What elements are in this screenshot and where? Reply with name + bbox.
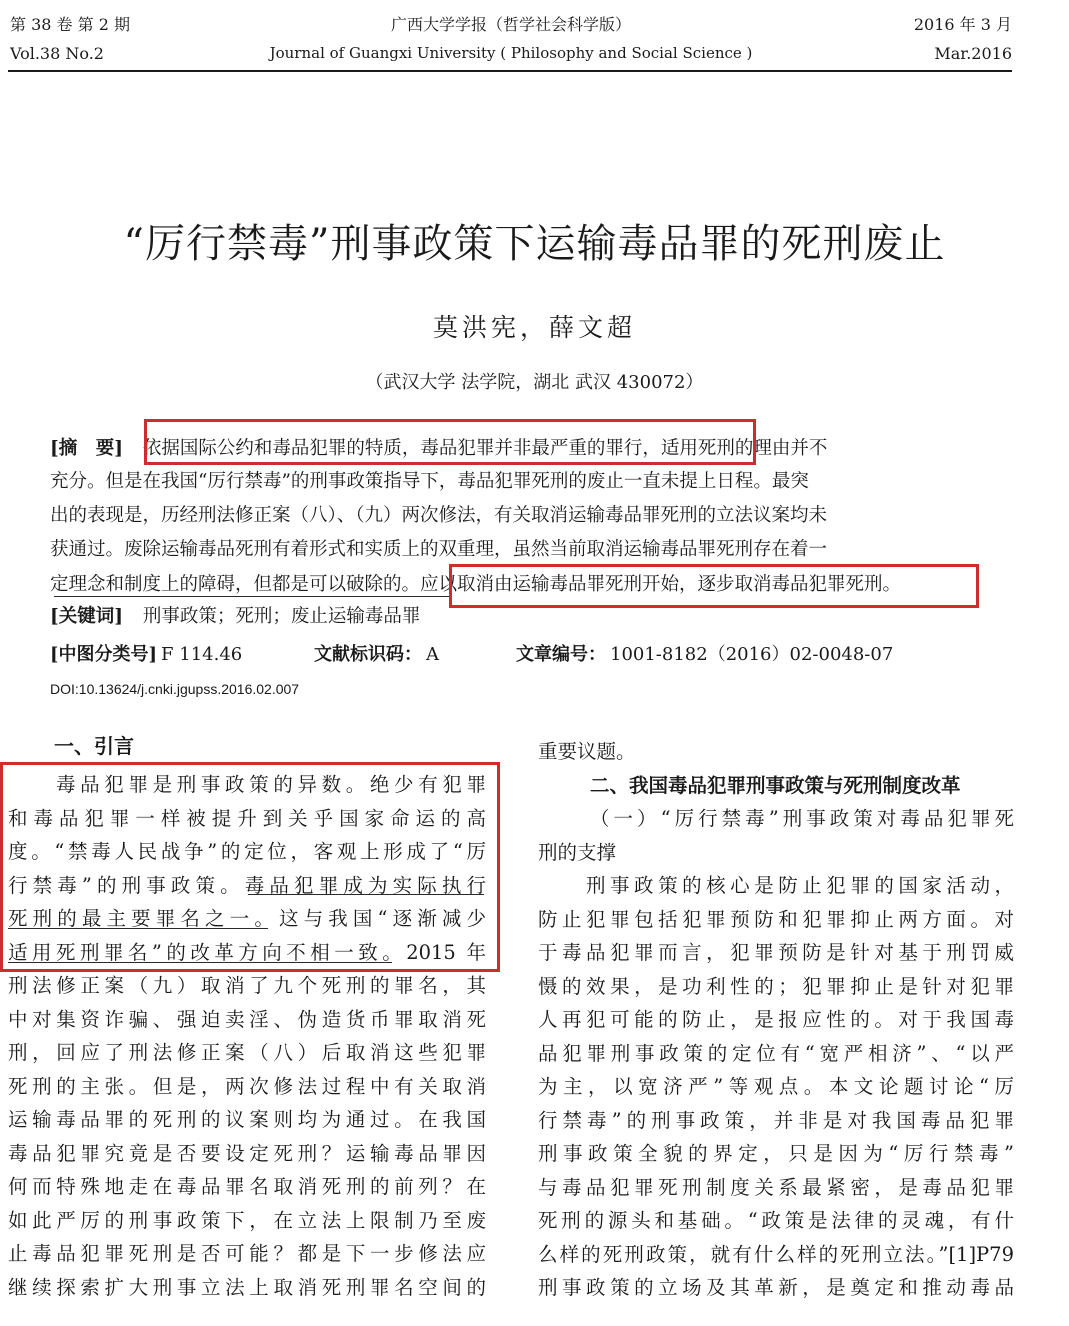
journal-name: 广西大学学报（哲学社会科学版）	[390, 15, 631, 34]
subsection-heading-1: （一）“厉行禁毒”刑事政策对毒品犯罪死	[590, 807, 1014, 830]
left-line: 和毒品犯罪一样被提升到关乎国家命运的高	[8, 806, 486, 830]
left-line: 死刑的主张。但是，两次修法过程中有关取消	[8, 1074, 486, 1098]
abstract-line-4: 获通过。废除运输毒品死刑有着形式和实质上的双重理，虽然当前取消运输毒品罪死刑存在着一	[50, 539, 828, 560]
doc-code-label: 文献标识码：	[314, 644, 422, 665]
right-line: 重要议题。	[538, 740, 636, 763]
clc-code: F 114.46	[161, 644, 243, 665]
intro-underline-3	[8, 962, 392, 963]
left-line: 死刑的最主要罪名之一。这与我国“逐渐减少	[8, 907, 486, 930]
abstract-line-5: 定理念和制度上的障碍，但都是可以破除的。应以取消由运输毒品罪死刑开始，逐步取消毒品犯罪死刑。	[50, 574, 902, 595]
author-affiliation: （武汉大学 法学院，湖北 武汉 430072）	[365, 372, 704, 393]
left-line: 行禁毒”的刑事政策。毒品犯罪成为实际执行	[8, 873, 486, 897]
intro-underline-2	[8, 928, 268, 929]
intro-underline-1	[248, 894, 484, 895]
left-line: 毒品犯罪究竟是否要设定死刑？运输毒品罪因	[8, 1141, 486, 1165]
journal-volume-en: Vol.38 No.2	[10, 44, 104, 63]
right-line: 么样的死刑政策，就有什么样的死刑立法。”[1]P79	[538, 1242, 1014, 1266]
right-line: 防止犯罪包括犯罪预防和犯罪抑止两方面。对	[538, 907, 1014, 931]
left-line: 如此严厉的刑事政策下，在立法上限制乃至废	[8, 1208, 486, 1232]
left-line: 止毒品犯罪死刑是否可能？都是下一步修法应	[8, 1242, 486, 1265]
article-no: 1001-8182（2016）02-0048-07	[610, 644, 894, 665]
right-line: 与毒品犯罪死刑制度关系最紧密，是毒品犯罪	[538, 1175, 1014, 1199]
section-heading-introduction: 一、引言	[54, 734, 134, 758]
article-no-label: 文章编号：	[516, 644, 606, 665]
right-line: 慑的效果，是功利性的；犯罪抑止是针对犯罪	[538, 974, 1014, 998]
left-line: 何而特殊地走在毒品罪名取消死刑的前列？在	[8, 1175, 486, 1198]
section-heading-2: 二、我国毒品犯罪刑事政策与死刑制度改革	[590, 773, 961, 797]
journal-volume: 第 38 卷 第 2 期	[10, 15, 130, 34]
journal-date: 2016 年 3 月	[913, 15, 1012, 34]
left-line: 度。“禁毒人民战争”的定位，客观上形成了“厉	[8, 840, 486, 863]
keywords-label: [关键词]	[50, 606, 124, 627]
left-line: 中对集资诈骗、强迫卖淫、伪造货币罪取消死	[8, 1007, 486, 1031]
subsection-heading-1-cont: 刑的支撑	[538, 840, 617, 864]
right-line: 刑事政策的立场及其革新，是奠定和推动毒品	[538, 1276, 1014, 1299]
keywords-text: 刑事政策；死刑；废止运输毒品罪	[142, 606, 421, 627]
left-line: 适用死刑罪名”的改革方向不相一致。2015 年	[8, 940, 486, 964]
abstract-line-2: 充分。但是在我国“厉行禁毒”的刑事政策指导下，毒品犯罪死刑的废止一直未提上日程。最突	[50, 471, 809, 492]
highlight-box-abstract-end	[449, 564, 979, 608]
left-column-body	[8, 768, 486, 1304]
highlight-box-abstract-start	[144, 419, 756, 465]
header-rule	[8, 70, 1012, 72]
left-line: 继续探索扩大刑事立法上取消死刑罪名空间的	[8, 1275, 486, 1299]
right-line: 于毒品犯罪而言，犯罪预防是针对基于刑罚威	[538, 941, 1014, 964]
left-line: 毒品犯罪是刑事政策的异数。绝少有犯罪	[56, 773, 486, 796]
right-line: 为主，以宽济严”等观点。本文论题讨论“厉	[538, 1075, 1014, 1098]
abstract-label: [摘 要]	[50, 438, 124, 459]
running-header	[10, 12, 1012, 70]
right-line: 品犯罪刑事政策的定位有“宽严相济”、“以严	[538, 1041, 1014, 1065]
left-line: 刑，回应了刑法修正案（八）后取消这些犯罪	[8, 1041, 486, 1064]
doi-line: DOI:10.13624/j.cnki.jgupss.2016.02.007	[50, 681, 300, 697]
right-line: 行禁毒”的刑事政策，并非是对我国毒品犯罪	[538, 1108, 1014, 1132]
article-title: “厉行禁毒”刑事政策下运输毒品罪的死刑废止	[123, 221, 946, 267]
right-line: 刑事政策的核心是防止犯罪的国家活动，	[586, 874, 1014, 897]
abstract-underline	[54, 596, 450, 597]
right-line: 死刑的源头和基础。“政策是法律的灵魂，有什	[538, 1209, 1014, 1232]
abstract-line-3: 出的表现是，历经刑法修正案（八）、（九）两次修法，有关取消运输毒品罪死刑的立法议案均未	[50, 505, 828, 526]
doc-code: A	[426, 644, 439, 665]
right-column-body	[538, 735, 1014, 1305]
journal-date-en: Mar.2016	[934, 44, 1012, 63]
left-line: 刑法修正案（九）取消了九个死刑的罪名，其	[8, 974, 486, 997]
clc-label: [中图分类号]	[50, 644, 158, 665]
keywords-line	[50, 606, 980, 628]
left-line: 运输毒品罪的死刑的议案则均为通过。在我国	[8, 1108, 486, 1131]
right-line: 人再犯可能的防止，是报应性的。对于我国毒	[538, 1008, 1014, 1031]
abstract-line-1: [摘 要] 依据国际公约和毒品犯罪的特质，毒品犯罪并非最严重的罪行，适用死刑的理由并不	[50, 438, 828, 459]
article-authors: 莫洪宪，薛文超	[432, 313, 636, 342]
journal-name-en: Journal of Guangxi University ( Philosophy and Social Science )	[269, 44, 753, 62]
right-line: 刑事政策全貌的界定，只是因为“厉行禁毒”	[538, 1142, 1014, 1165]
